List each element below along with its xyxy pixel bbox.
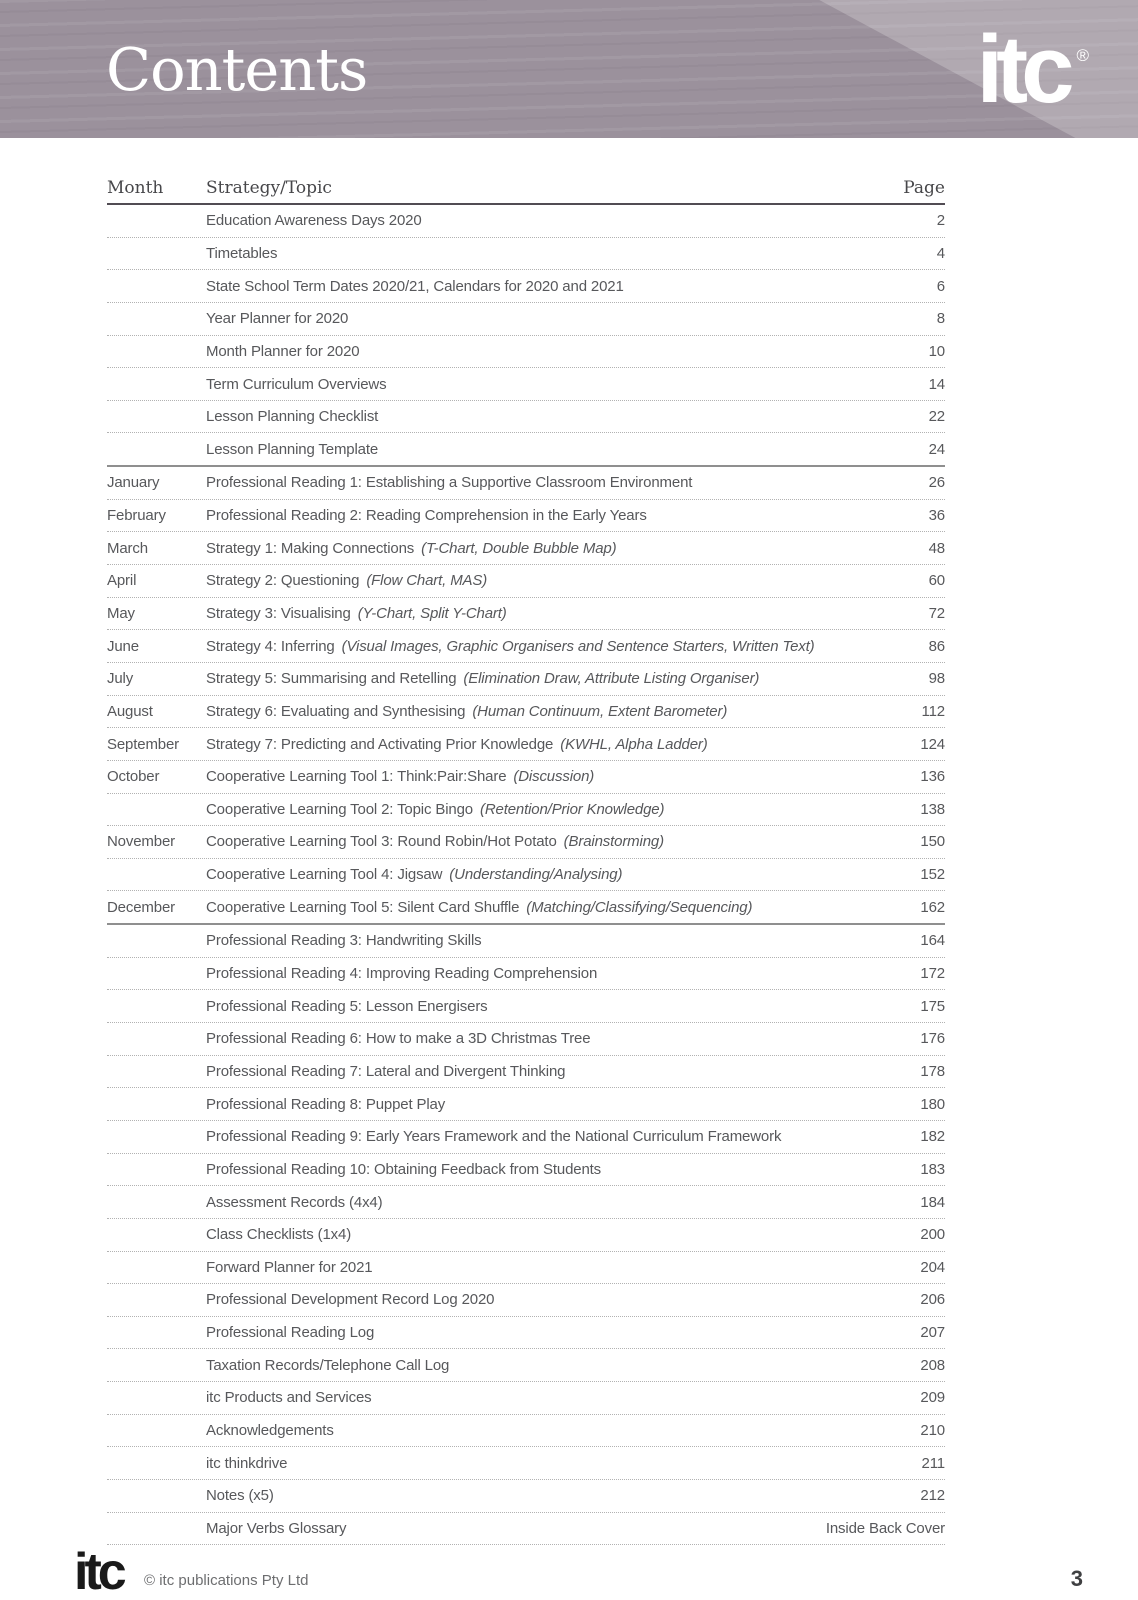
toc-row-topic: Professional Reading 1: Establishing a Supportive Classroom Environment	[206, 474, 693, 492]
toc-row-page: 210	[920, 1422, 945, 1440]
toc-row-topic: Professional Reading Log	[206, 1324, 375, 1342]
toc-row-page: 150	[920, 833, 945, 851]
toc-row-topic: Cooperative Learning Tool 2: Topic Bingo (Retention/Prior Knowledge)	[206, 800, 665, 818]
toc-row-page: 184	[920, 1193, 945, 1211]
toc-row	[107, 761, 945, 794]
toc-row	[107, 1349, 945, 1382]
toc-row	[107, 794, 945, 827]
toc-row	[107, 1121, 945, 1154]
toc-row-month: October	[107, 768, 160, 786]
toc-row-topic: Cooperative Learning Tool 1: Think:Pair:Share (Discussion)	[206, 768, 595, 786]
toc-row-detail: (T-Chart, Double Bubble Map)	[421, 539, 617, 557]
toc-row-page: 14	[928, 375, 945, 393]
toc-row	[107, 1480, 945, 1513]
footer-itc-logo: itc	[74, 1543, 123, 1600]
toc-row-page: 26	[928, 474, 945, 492]
toc-row	[107, 1252, 945, 1285]
toc-row	[107, 238, 945, 271]
toc-row-page: 204	[920, 1258, 945, 1276]
toc-row	[107, 663, 945, 696]
toc-row-detail: (Understanding/Analysing)	[449, 866, 623, 884]
toc-row-topic: itc Products and Services	[206, 1389, 372, 1407]
toc-row	[107, 368, 945, 401]
toc-row-topic: Strategy 6: Evaluating and Synthesising (Human Continuum, Extent Barometer)	[206, 702, 728, 720]
itc-logo-text: itc	[976, 16, 1068, 123]
toc-row-topic: Professional Reading 4: Improving Reading Comprehension	[206, 965, 598, 983]
toc-row-topic: Month Planner for 2020	[206, 342, 360, 360]
toc-row	[107, 433, 945, 467]
toc-row-page: 48	[928, 539, 945, 557]
toc-row	[107, 467, 945, 500]
toc-header-row	[107, 170, 945, 205]
toc-row-topic: Cooperative Learning Tool 3: Round Robin/Hot Potato (Brainstorming)	[206, 833, 664, 851]
header-banner	[0, 0, 1138, 138]
toc-row	[107, 1154, 945, 1187]
toc-row	[107, 925, 945, 958]
toc-row-page: 176	[920, 1030, 945, 1048]
toc-row-detail: (Discussion)	[513, 768, 595, 786]
toc-row-page: 182	[920, 1128, 945, 1146]
toc-row-topic: Strategy 5: Summarising and Retelling (Elimination Draw, Attribute Listing Organiser)	[206, 670, 760, 688]
toc-row	[107, 565, 945, 598]
toc-row-topic: Professional Reading 5: Lesson Energisers	[206, 997, 488, 1015]
toc-row-detail: (Matching/Classifying/Sequencing)	[526, 898, 753, 916]
toc-row	[107, 826, 945, 859]
toc-row-topic: Professional Reading 3: Handwriting Skills	[206, 932, 482, 950]
toc-row-page: 178	[920, 1062, 945, 1080]
toc-row-page: 22	[928, 408, 945, 426]
toc-row-page: 136	[920, 768, 945, 786]
toc-row-month: September	[107, 735, 180, 753]
toc-row-topic: Strategy 7: Predicting and Activating Prior Knowledge (KWHL, Alpha Ladder)	[206, 735, 708, 753]
toc-row-month: April	[107, 572, 137, 590]
toc-row	[107, 270, 945, 303]
toc-row-topic: Professional Reading 8: Puppet Play	[206, 1095, 446, 1113]
toc-row-page: 208	[920, 1356, 945, 1374]
toc-header-topic: Strategy/Topic	[206, 178, 332, 198]
footer-copyright: © itc publications Pty Ltd	[144, 1572, 309, 1589]
toc-row-page: 207	[920, 1324, 945, 1342]
toc-row-topic: Cooperative Learning Tool 5: Silent Card Shuffle (Matching/Classifying/Sequencing)	[206, 898, 753, 916]
registered-trademark-icon: ®	[1076, 46, 1089, 65]
toc-row-topic: Professional Reading 7: Lateral and Divergent Thinking	[206, 1062, 566, 1080]
toc-row-page: 152	[920, 866, 945, 884]
toc-row-detail: (Brainstorming)	[563, 833, 664, 851]
toc-row-page: 180	[920, 1095, 945, 1113]
toc-row-topic: Lesson Planning Checklist	[206, 408, 379, 426]
toc-row-page: 2	[936, 212, 945, 230]
toc-row-topic: Strategy 1: Making Connections (T-Chart, Double Bubble Map)	[206, 539, 617, 557]
toc-row	[107, 336, 945, 369]
toc-row-page: 10	[928, 342, 945, 360]
toc-row	[107, 1023, 945, 1056]
toc-row	[107, 891, 945, 925]
toc-row-page: 60	[928, 572, 945, 590]
toc-row-page: 6	[936, 277, 945, 295]
toc-header-month: Month	[107, 178, 164, 198]
toc-row-month: February	[107, 507, 166, 525]
toc-row-month: December	[107, 898, 175, 916]
toc-row	[107, 303, 945, 336]
itc-logo	[976, 16, 1089, 123]
toc-row-page: 4	[936, 244, 945, 262]
toc-row-topic: itc thinkdrive	[206, 1454, 288, 1472]
toc-row-month: August	[107, 702, 153, 720]
toc-row-page: 162	[920, 898, 945, 916]
toc-row	[107, 990, 945, 1023]
toc-row-topic: Education Awareness Days 2020	[206, 212, 422, 230]
toc-row-page: 164	[920, 932, 945, 950]
toc-row-detail: (KWHL, Alpha Ladder)	[560, 735, 708, 753]
toc-row	[107, 1513, 945, 1546]
toc-row-page: 98	[928, 670, 945, 688]
toc-row-topic: Cooperative Learning Tool 4: Jigsaw (Understanding/Analysing)	[206, 866, 623, 884]
toc-rows	[107, 205, 945, 1545]
toc-row	[107, 958, 945, 991]
toc-row-topic: Professional Reading 6: How to make a 3D Christmas Tree	[206, 1030, 591, 1048]
toc-row-topic: Acknowledgements	[206, 1422, 334, 1440]
toc-row	[107, 1219, 945, 1252]
toc-row-topic: Timetables	[206, 244, 278, 262]
toc-row-detail: (Elimination Draw, Attribute Listing Organiser)	[463, 670, 760, 688]
toc-row	[107, 532, 945, 565]
toc-row	[107, 1186, 945, 1219]
page-number: 3	[1070, 1566, 1083, 1591]
toc-row	[107, 1056, 945, 1089]
toc-row	[107, 1415, 945, 1448]
toc-row-page: 138	[920, 800, 945, 818]
toc-row-page: Inside Back Cover	[825, 1519, 945, 1537]
toc-row-topic: Forward Planner for 2021	[206, 1258, 373, 1276]
toc-row	[107, 696, 945, 729]
toc-row-topic: Strategy 3: Visualising (Y-Chart, Split Y-Chart)	[206, 605, 507, 622]
toc-row-detail: (Human Continuum, Extent Barometer)	[472, 702, 728, 720]
toc-row-page: 72	[928, 605, 945, 622]
toc-row-topic: State School Term Dates 2020/21, Calendars for 2020 and 2021	[206, 277, 624, 295]
toc-row	[107, 500, 945, 533]
toc-header-page: Page	[903, 178, 945, 198]
toc-row-page: 124	[920, 735, 945, 753]
toc-row-topic: Professional Development Record Log 2020	[206, 1291, 495, 1309]
toc-row	[107, 1382, 945, 1415]
toc-row-page: 24	[928, 440, 945, 458]
toc-row-month: May	[107, 605, 135, 622]
toc-row	[107, 205, 945, 238]
toc-row	[107, 630, 945, 663]
toc-row-topic: Lesson Planning Template	[206, 440, 379, 458]
toc-row-topic: Year Planner for 2020	[206, 310, 349, 328]
toc-row-page: 8	[936, 310, 945, 328]
toc-row	[107, 1447, 945, 1480]
toc-row-page: 211	[921, 1454, 945, 1472]
toc-row-month: July	[107, 670, 134, 688]
toc-row-topic: Term Curriculum Overviews	[206, 375, 387, 393]
toc-row-topic: Strategy 2: Questioning (Flow Chart, MAS)	[206, 572, 488, 590]
toc-row-month: March	[107, 539, 148, 557]
toc-row	[107, 598, 945, 631]
toc-row-month: November	[107, 833, 175, 851]
toc-row	[107, 1317, 945, 1350]
toc-row-month: January	[107, 474, 160, 492]
toc-row	[107, 728, 945, 761]
toc-row-page: 209	[920, 1389, 945, 1407]
toc-row-page: 112	[921, 702, 945, 720]
toc-row-topic: Class Checklists (1x4)	[206, 1226, 352, 1244]
toc-row-page: 200	[920, 1226, 945, 1244]
toc-row-topic: Notes (x5)	[206, 1487, 274, 1505]
toc-row-page: 183	[920, 1160, 945, 1178]
toc-row	[107, 401, 945, 434]
toc-table	[107, 170, 945, 1545]
toc-row-page: 86	[928, 637, 945, 655]
toc-row-topic: Professional Reading 9: Early Years Framework and the National Curriculum Framework	[206, 1128, 782, 1146]
toc-row-detail: (Flow Chart, MAS)	[366, 572, 488, 590]
toc-row	[107, 859, 945, 892]
toc-row-topic: Taxation Records/Telephone Call Log	[206, 1356, 450, 1374]
toc-row-page: 175	[920, 997, 945, 1015]
toc-row-topic: Assessment Records (4x4)	[206, 1193, 383, 1211]
toc-row-topic: Professional Reading 10: Obtaining Feedback from Students	[206, 1160, 602, 1178]
toc-row-page: 172	[920, 965, 945, 983]
toc-row-page: 212	[920, 1487, 945, 1505]
toc-row-month: June	[107, 637, 139, 655]
page-title: Contents	[106, 35, 368, 104]
toc-row-detail: (Visual Images, Graphic Organisers and Sentence Starters, Written Text)	[341, 637, 815, 655]
toc-row	[107, 1284, 945, 1317]
toc-row	[107, 1088, 945, 1121]
toc-row-detail: (Retention/Prior Knowledge)	[479, 800, 665, 818]
toc-row-topic: Major Verbs Glossary	[206, 1519, 347, 1537]
toc-row-detail: (Y-Chart, Split Y-Chart)	[357, 605, 507, 622]
toc-row-page: 206	[920, 1291, 945, 1309]
toc-row-topic: Strategy 4: Inferring (Visual Images, Graphic Organisers and Sentence Starters, Written Text)	[206, 637, 815, 655]
toc-row-page: 36	[928, 507, 945, 525]
toc-row-topic: Professional Reading 2: Reading Comprehension in the Early Years	[206, 507, 647, 525]
